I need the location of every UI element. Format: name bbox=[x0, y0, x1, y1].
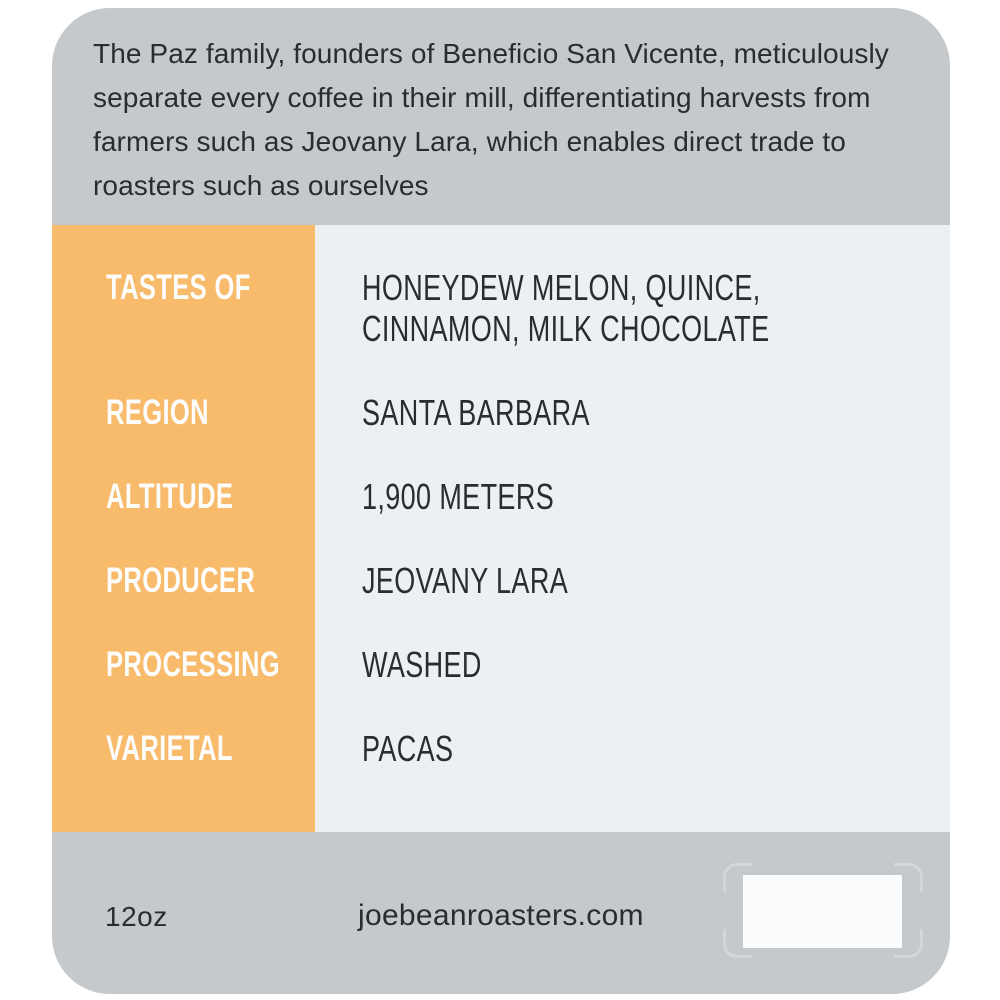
spec-label-cell bbox=[52, 560, 315, 601]
spec-label: ALTITUDE bbox=[106, 477, 234, 516]
description-section bbox=[52, 8, 950, 225]
spec-value: PACAS bbox=[362, 728, 454, 769]
sticker-placeholder bbox=[743, 875, 902, 948]
spec-row-varietal bbox=[52, 728, 950, 769]
spec-value-cell bbox=[315, 644, 950, 685]
description-line: The Paz family, founders of Beneficio San Vicente, meticulously bbox=[93, 38, 889, 69]
sticker-frame bbox=[723, 863, 923, 958]
spec-value-cell bbox=[315, 560, 950, 601]
spec-label: REGION bbox=[106, 393, 209, 432]
spec-row-altitude bbox=[52, 476, 950, 517]
description-line: farmers such as Jeovany Lara, which enables direct trade to bbox=[93, 126, 846, 157]
description-line: roasters such as ourselves bbox=[93, 170, 429, 201]
specs-section bbox=[52, 225, 950, 832]
spec-row-region bbox=[52, 392, 950, 433]
spec-label-cell bbox=[52, 476, 315, 517]
coffee-label-card bbox=[52, 8, 950, 994]
spec-value-cell bbox=[315, 267, 950, 349]
spec-value: HONEYDEW MELON, QUINCE, bbox=[362, 267, 761, 308]
spec-value: 1,900 METERS bbox=[362, 476, 555, 517]
spec-value-cell bbox=[315, 476, 950, 517]
spec-label: TASTES OF bbox=[106, 268, 251, 307]
spec-value-cell bbox=[315, 728, 950, 769]
spec-value: CINNAMON, MILK CHOCOLATE bbox=[362, 308, 770, 349]
spec-label: PRODUCER bbox=[106, 561, 256, 600]
spec-label-cell bbox=[52, 644, 315, 685]
bag-weight: 12oz bbox=[105, 901, 168, 932]
spec-label-cell bbox=[52, 728, 315, 769]
website-url: joebeanroasters.com bbox=[358, 899, 644, 932]
spec-label: VARIETAL bbox=[106, 729, 233, 768]
spec-row-producer bbox=[52, 560, 950, 601]
spec-value: SANTA BARBARA bbox=[362, 392, 590, 433]
footer-section bbox=[52, 832, 950, 994]
spec-value-cell bbox=[315, 392, 950, 433]
description-line: separate every coffee in their mill, differentiating harvests from bbox=[93, 82, 871, 113]
spec-label-cell bbox=[52, 392, 315, 433]
spec-label-cell bbox=[52, 267, 315, 349]
spec-row-processing bbox=[52, 644, 950, 685]
spec-label: PROCESSING bbox=[106, 645, 281, 684]
spec-row-tastes bbox=[52, 267, 950, 349]
spec-value: JEOVANY LARA bbox=[362, 560, 569, 601]
specs-rows bbox=[52, 225, 950, 832]
spec-value: WASHED bbox=[362, 644, 482, 685]
